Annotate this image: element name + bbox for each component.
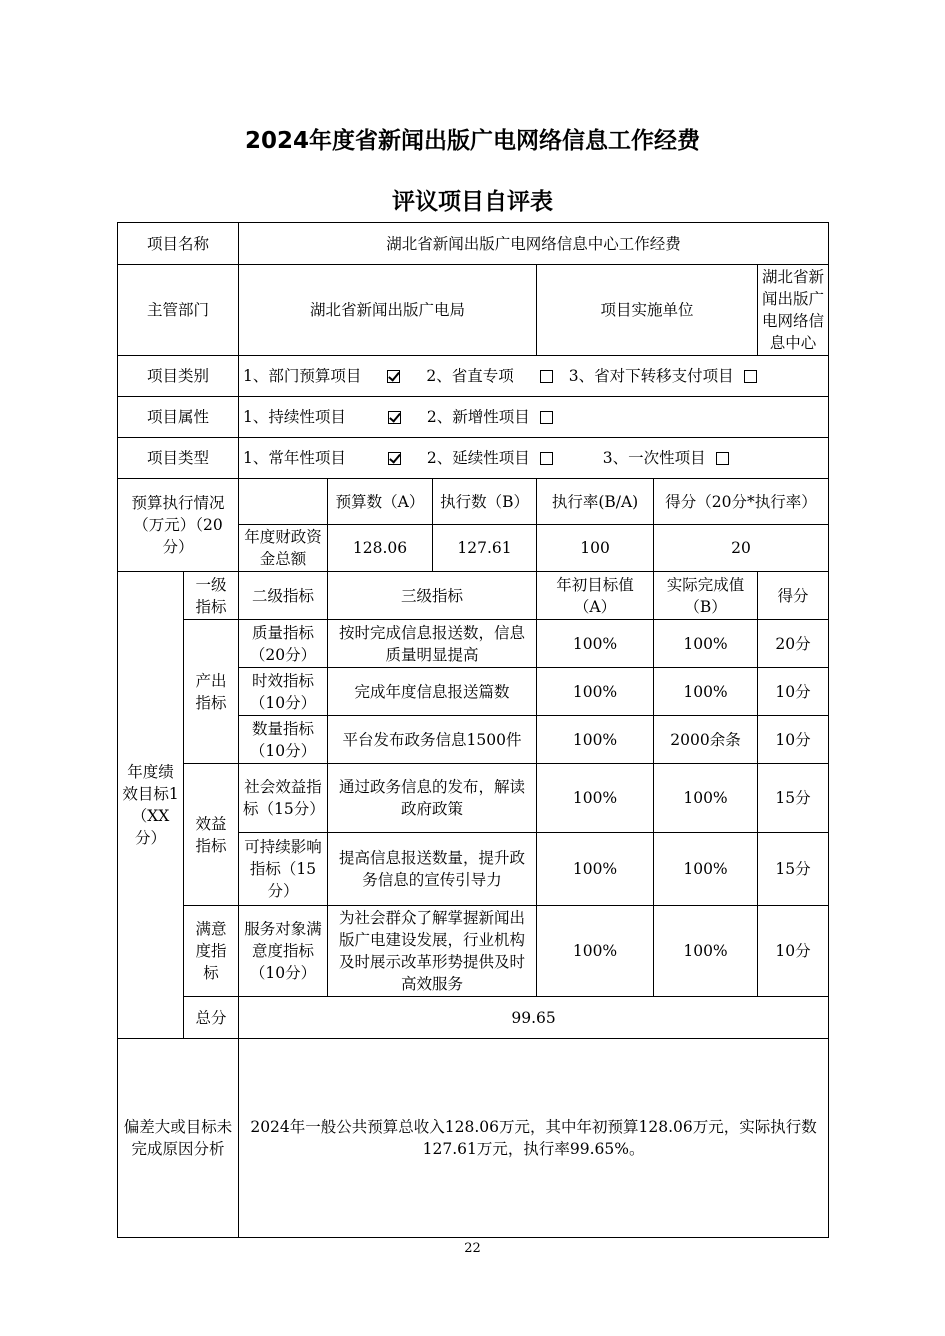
category-option-2-checkbox[interactable] (540, 370, 553, 383)
target-cell: 100% (537, 620, 654, 668)
attribute-label: 项目属性 (118, 397, 239, 438)
actual-cell: 100% (654, 906, 758, 997)
level2-cell: 服务对象满意度指标（10分） (239, 906, 328, 997)
analysis-label: 偏差大或目标未完成原因分析 (118, 1039, 239, 1238)
table-row (118, 906, 829, 997)
level3-cell: 按时完成信息报送数，信息质量明显提高 (328, 620, 537, 668)
project-name-value: 湖北省新闻出版广电网络信息中心工作经费 (239, 223, 829, 265)
row-analysis (118, 1039, 829, 1238)
level1-output: 产出指标 (184, 620, 239, 764)
header-level3: 三级指标 (328, 572, 537, 620)
attribute-option-1-checkbox[interactable] (388, 411, 401, 424)
header-score: 得分 (758, 572, 829, 620)
row-project-name (118, 223, 829, 265)
level1-satisfaction: 满意度指标 (184, 906, 239, 997)
target-cell: 100% (537, 906, 654, 997)
header-target: 年初目标值（A） (537, 572, 654, 620)
analysis-text: 2024年一般公共预算总收入128.06万元，其中年初预算128.06万元，实际执行数127.61万元，执行率99.65%。 (239, 1039, 829, 1238)
row-category (118, 356, 829, 397)
type-label: 项目类型 (118, 438, 239, 479)
total-value: 99.65 (239, 997, 829, 1039)
row-total (118, 997, 829, 1039)
score-cell: 20分 (758, 620, 829, 668)
self-evaluation-table (117, 222, 829, 1238)
attribute-option-2-checkbox[interactable] (540, 411, 553, 424)
actual-cell: 100% (654, 833, 758, 906)
performance-label: 年度绩效目标1（XX分） (118, 572, 184, 1039)
type-option-3: 3、一次性项目 (602, 449, 706, 467)
category-options (243, 365, 824, 387)
project-name-label: 项目名称 (118, 223, 239, 265)
attribute-options (243, 406, 824, 428)
type-options (243, 447, 824, 469)
level3-cell: 通过政务信息的发布，解读政府政策 (328, 764, 537, 833)
category-option-1-checkbox[interactable] (387, 370, 400, 383)
page-subtitle: 评议项目自评表 (392, 189, 553, 215)
attribute-option-1: 1、持续性项目 (243, 408, 346, 426)
row-attribute (118, 397, 829, 438)
score-cell: 15分 (758, 833, 829, 906)
table-row (118, 620, 829, 668)
score-cell: 15分 (758, 764, 829, 833)
type-option-1: 1、常年性项目 (243, 449, 346, 467)
page-title: 2024年度省新闻出版广电网络信息工作经费 (244, 128, 700, 154)
score-cell: 10分 (758, 668, 829, 716)
actual-cell: 100% (654, 764, 758, 833)
level3-cell: 提高信息报送数量，提升政务信息的宣传引导力 (328, 833, 537, 906)
type-option-3-checkbox[interactable] (716, 452, 729, 465)
level2-cell: 时效指标（10分） (239, 668, 328, 716)
budget-value-rate: 100 (537, 525, 654, 572)
total-label: 总分 (184, 997, 239, 1039)
budget-value-score: 20 (654, 525, 829, 572)
header-actual: 实际完成值（B） (654, 572, 758, 620)
category-option-3: 3、省对下转移支付项目 (568, 367, 734, 385)
level2-cell: 社会效益指标（15分） (239, 764, 328, 833)
unit-value: 湖北省新闻出版广电网络信息中心 (758, 265, 829, 356)
actual-cell: 2000余条 (654, 716, 758, 764)
department-value: 湖北省新闻出版广电局 (239, 265, 537, 356)
budget-row-label: 年度财政资金总额 (239, 525, 328, 572)
level2-cell: 数量指标（10分） (239, 716, 328, 764)
budget-label: 预算执行情况（万元）（20分） (118, 479, 239, 572)
category-label: 项目类别 (118, 356, 239, 397)
row-type (118, 438, 829, 479)
budget-value-a: 128.06 (328, 525, 433, 572)
type-option-1-checkbox[interactable] (388, 452, 401, 465)
level3-cell: 为社会群众了解掌握新闻出版广电建设发展，行业机构及时展示改革形势提供及时高效服务 (328, 906, 537, 997)
row-department (118, 265, 829, 356)
budget-header-rate: 执行率(B/A) (537, 479, 654, 525)
row-performance-header (118, 572, 829, 620)
actual-cell: 100% (654, 620, 758, 668)
budget-header-a: 预算数（A） (328, 479, 433, 525)
target-cell: 100% (537, 716, 654, 764)
level2-cell: 可持续影响指标（15分） (239, 833, 328, 906)
header-level2: 二级指标 (239, 572, 328, 620)
category-option-3-checkbox[interactable] (744, 370, 757, 383)
actual-cell: 100% (654, 668, 758, 716)
level2-cell: 质量指标（20分） (239, 620, 328, 668)
budget-value-b: 127.61 (433, 525, 537, 572)
target-cell: 100% (537, 764, 654, 833)
type-option-2: 2、延续性项目 (426, 449, 530, 467)
budget-header-score: 得分（20分*执行率） (654, 479, 829, 525)
table-row (118, 764, 829, 833)
target-cell: 100% (537, 668, 654, 716)
level1-benefit: 效益指标 (184, 764, 239, 906)
row-budget-header (118, 479, 829, 525)
target-cell: 100% (537, 833, 654, 906)
department-label: 主管部门 (118, 265, 239, 356)
budget-header-b: 执行数（B） (433, 479, 537, 525)
category-option-1: 1、部门预算项目 (243, 367, 362, 385)
category-option-2: 2、省直专项 (426, 367, 514, 385)
score-cell: 10分 (758, 906, 829, 997)
score-cell: 10分 (758, 716, 829, 764)
page-number: 22 (464, 1241, 481, 1256)
level3-cell: 完成年度信息报送篇数 (328, 668, 537, 716)
level3-cell: 平台发布政务信息1500件 (328, 716, 537, 764)
unit-label: 项目实施单位 (537, 265, 758, 356)
attribute-option-2: 2、新增性项目 (426, 408, 530, 426)
type-option-2-checkbox[interactable] (540, 452, 553, 465)
header-level1: 一级指标 (184, 572, 239, 620)
